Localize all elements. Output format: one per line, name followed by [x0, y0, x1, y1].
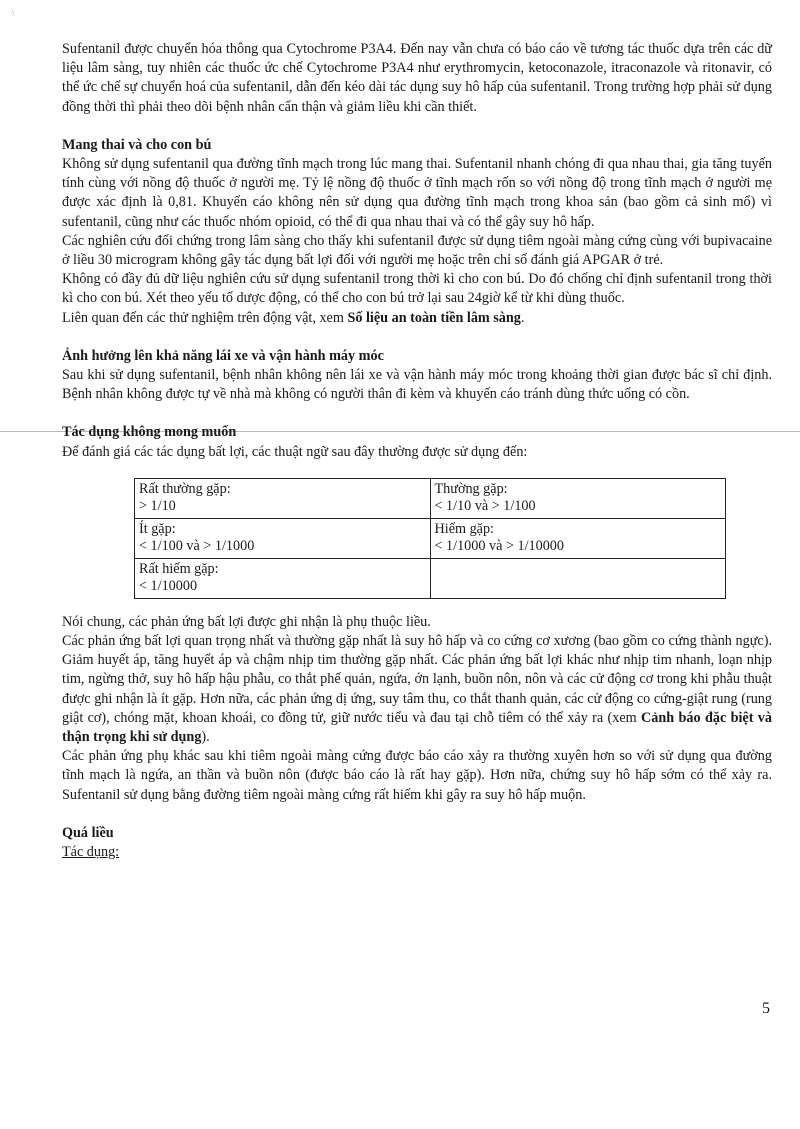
table-cell-empty: [430, 558, 726, 598]
frequency-value: < 1/10 và > 1/100: [434, 497, 536, 514]
pregnancy-paragraph-2: Các nghiên cứu đối chứng trong lâm sàng cho thấy khi sufentanil được sử dụng tiêm ngoài màng cứng cùng với bupivacaine ở liều 30 microgram không gây tác dụng bất lợi đối với người mẹ hoặc trên chỉ số đánh giá APGAR ở trẻ.: [62, 232, 772, 269]
table-row: [135, 518, 726, 558]
page-number: 5: [762, 1000, 770, 1017]
cross-reference-warnings: Cảnh báo đặc biệt và thận trọng khi sử dụng: [62, 709, 772, 746]
driving-heading: Ảnh hưởng lên khả năng lái xe và vận hành máy móc: [62, 347, 384, 364]
table-cell: [430, 518, 726, 558]
cross-reference-preclinical: Số liệu an toàn tiền lâm sàng: [347, 309, 521, 326]
adverse-paragraph-2: [62, 632, 772, 747]
pregnancy-paragraph-1: Không sử dụng sufentanil qua đường tĩnh mạch trong lúc mang thai. Sufentanil nhanh chóng đi qua nhau thai, gia tăng tuyến tính cùng với nồng độ thuốc ở người mẹ. Tỷ lệ nồng độ thuốc ở tĩnh mạch rốn so với nồng độ trong tĩnh mạch ở người mẹ được xác định là 0,81. Khuyến cáo không nên sử dụng qua đường tĩnh mạch trong khoa sản (bao gồm cả sinh mổ) vì sufentanil, cũng như các thuốc nhóm opioid, có thể đi qua nhau thai và có thể gây suy hô hấp.: [62, 156, 772, 230]
frequency-value: > 1/10: [139, 497, 176, 514]
frequency-label: Ít gặp:: [139, 520, 176, 537]
table-row: [135, 478, 726, 518]
table-cell: [430, 478, 726, 518]
frequency-value: < 1/100 và > 1/1000: [139, 537, 255, 554]
frequency-label: Rất thường gặp:: [139, 480, 231, 497]
adverse-paragraph-2-text: Các phản ứng bất lợi quan trọng nhất và thường gặp nhất là suy hô hấp và co cứng cơ xương (bao gồm co cứng thành ngực). Giảm huyết áp, tăng huyết áp và chậm nhịp tim thường gặp nhất. Các phản ứng bất lợi khác như nhịp tim nhanh, loạn nhịp tim, ngừng thở, suy hô hấp hậu phẫu, co thắt phế quản, ngứa, ớn lạnh, buồn nôn, nôn và các cử động cơ trong khi phẫu thuật được ghi nhận là ít gặp. Hơn nữa, các phản ứng dị ứng, suy tâm thu, co thắt thanh quản, các cử động co cứng-giật rung (rung giật cơ), chóng mặt, khoan khoái, co đồng tử, giữ nước tiểu và đau tại chỗ tiêm có thể xảy ra (xem: [62, 633, 772, 726]
adverse-paragraph-3: Các phản ứng phụ khác sau khi tiêm ngoài màng cứng được báo cáo xảy ra thường xuyên hơn so với sử dụng qua đường tĩnh mạch là ngứa, an thần và buồn nôn (được báo cáo là rất hay gặp). Hơn nữa, chứng suy hô hấp sớm có thể xảy ra. Sufentanil sử dụng bằng đường tiêm ngoài màng cứng rất hiếm khi gây ra suy hô hấp muộn.: [62, 748, 772, 803]
table-row: [135, 558, 726, 598]
table-cell: [135, 478, 431, 518]
frequency-table: [134, 478, 726, 599]
frequency-label: Hiếm gặp:: [434, 520, 494, 537]
adverse-paragraph-1: Nói chung, các phản ứng bất lợi được ghi nhận là phụ thuộc liều.: [62, 613, 431, 630]
overdose-heading: Quá liều: [62, 824, 114, 841]
pregnancy-heading: Mang thai và cho con bú: [62, 136, 212, 153]
frequency-value: < 1/10000: [139, 577, 198, 594]
frequency-label: Thường gặp:: [434, 480, 508, 497]
frequency-label: Rất hiếm gặp:: [139, 560, 219, 577]
cross-reference-suffix: .: [520, 309, 525, 326]
intro-paragraph: Sufentanil được chuyển hóa thông qua Cytochrome P3A4. Đến nay vẫn chưa có báo cáo về tương tác thuốc dựa trên các dữ liệu lâm sàng, tuy nhiên các thuốc ức chế Cytochrome P3A4 như erythromycin, ketoconazole, itraconazole và ritonavir, có thể ức chế sự chuyển hoá của sufentanil, dẫn đến kéo dài tác dụng suy hô hấp của sufentanil. Trong trường hợp phải sử dụng đồng thời thì phải theo dõi bệnh nhân cẩn thận và giảm liều khi cần thiết.: [62, 41, 772, 115]
document-page: [62, 40, 772, 862]
frequency-value: < 1/1000 và > 1/10000: [434, 537, 564, 554]
table-cell: [135, 558, 431, 598]
scan-mark: \: [12, 8, 15, 18]
pregnancy-paragraph-3: Không có đầy đủ dữ liệu nghiên cứu sử dụng sufentanil trong thời kì cho con bú. Do đó chống chỉ định sufentanil trong thời kì cho con bú. Xét theo yếu tố dược động, có thể cho con bú trở lại sau 24giờ kể từ khi dùng thuốc.: [62, 271, 772, 307]
driving-paragraph: Sau khi sử dụng sufentanil, bệnh nhân không nên lái xe và vận hành máy móc trong khoảng thời gian được bác sĩ chỉ định. Bệnh nhân không được tự về nhà mà không có người thân đi kèm và khuyến cáo tránh dùng thức uống có cồn.: [62, 367, 772, 403]
adverse-paragraph-2-suffix: ).: [201, 729, 210, 746]
adverse-intro: Để đánh giá các tác dụng bất lợi, các thuật ngữ sau đây thường được sử dụng đến:: [62, 443, 528, 460]
overdose-effects-subheading: Tác dụng:: [62, 844, 120, 861]
adverse-heading: Tác dụng không mong muốn: [62, 424, 237, 441]
cross-reference-prefix: Liên quan đến các thử nghiệm trên động vật, xem: [62, 309, 348, 326]
pregnancy-paragraph-4: [62, 309, 772, 328]
table-cell: [135, 518, 431, 558]
